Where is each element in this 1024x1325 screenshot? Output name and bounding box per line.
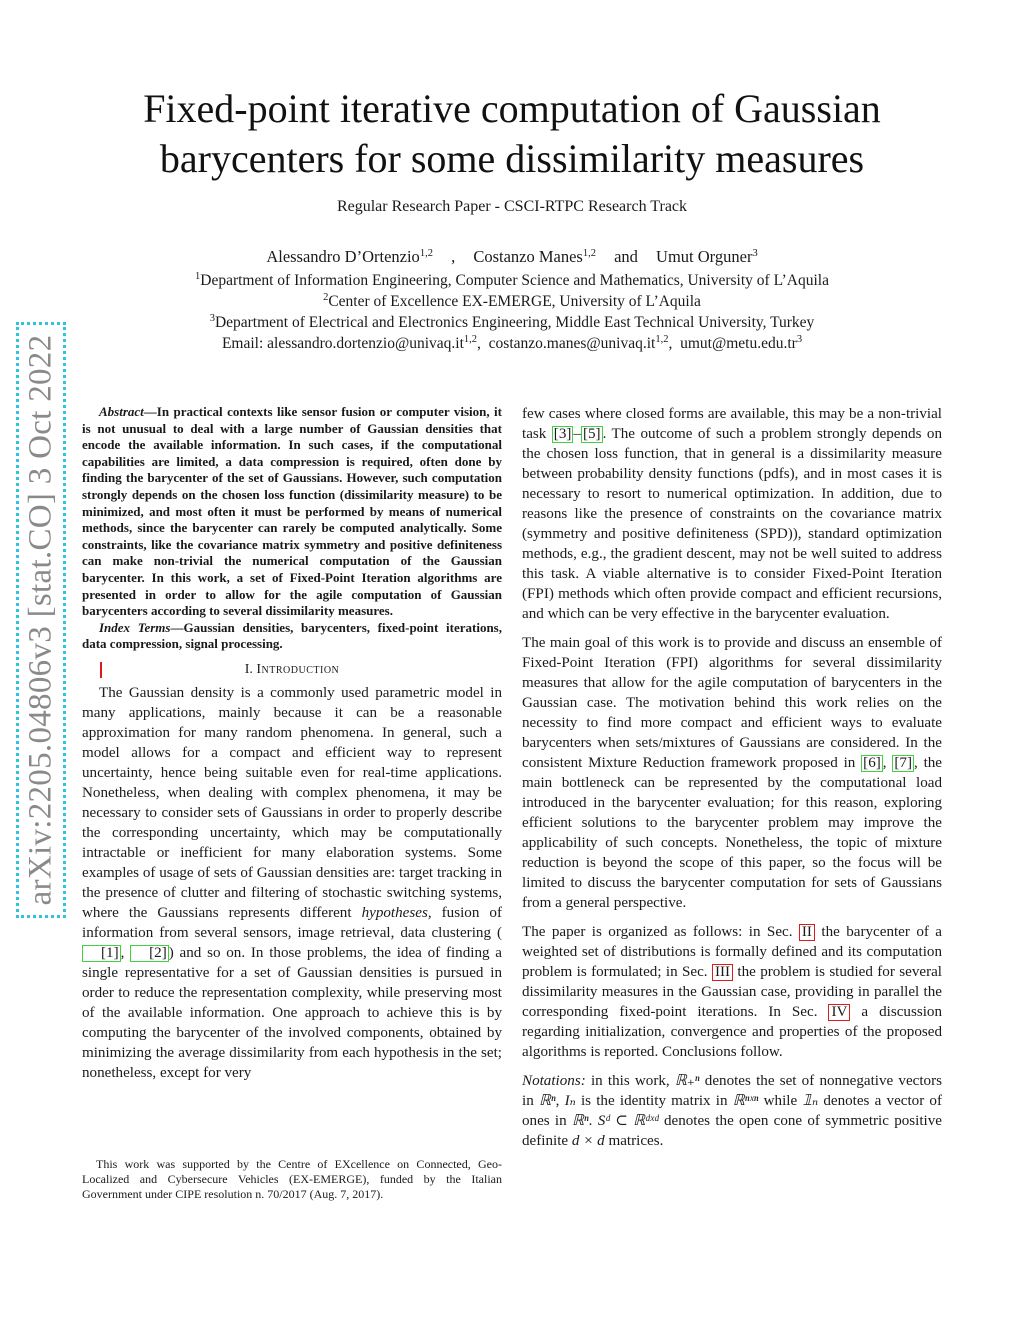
body-paragraph — [522, 922, 942, 1062]
citation-link[interactable]: [5] — [582, 426, 601, 442]
title-line-1: Fixed-point iterative computation of Gaussian — [143, 86, 881, 131]
bookmark-marker — [100, 662, 102, 678]
email-address[interactable]: alessandro.dortenzio@univaq.it — [267, 335, 464, 352]
paper-title — [100, 84, 924, 184]
text-run: The paper is organized as follows: in Sec. — [522, 924, 799, 940]
affiliation-line — [60, 312, 964, 333]
author-affil-sup: 1,2 — [419, 248, 433, 259]
affiliation-text: Center of Excellence EX-EMERGE, University of L’Aquila — [328, 293, 701, 310]
section-ref-link[interactable]: II — [799, 924, 815, 941]
citation-link[interactable]: [7] — [894, 755, 912, 771]
text-run: . The outcome of such a problem strongly depends on the chosen loss function, that in general is a dissimilarity measure between probability density functions (pdfs), and in most cases it is necessary to resort to numerical optimization. In addition, due to reasons like the presence of constraints on the covariance matrix (symmetry and positive definiteness (SPD)), standard optimization methods, e.g., the gradient descent, may not be well suited to address this task. A viable alternative is to consider Fixed-Point Iteration (FPI) methods which often provide compact and efficient recursions, and which can be very effective in the barycenter evaluation. — [522, 426, 943, 622]
left-column — [82, 404, 502, 1083]
text-run: is the identity matrix in — [575, 1093, 733, 1109]
text-run: , the main bottleneck can be represented by the computational load introduced in the barycenter evaluation; for this reason, exploring efficient solutions to the barycenter problem may improve the applicability of such concepts. Nonetheless, the topic of mixture reduction is beyond the scope of this paper, so the focus will be limited to discuss the barycenter computation for sets of Gaussians from a general perspective. — [522, 755, 943, 911]
text-run: ) and so on. In those problems, the idea of finding a single representative for a set of Gaussian densities is pursued in order to reduce the representation complexity, while preserving most of the available information. One approach to achieve this is by computing the barycenter of the involved components, obtained by minimizing the average dissimilarity from each hypothesis in the set; nonetheless, except for very — [82, 944, 502, 1081]
index-terms-label: Index Terms — [99, 619, 171, 635]
math-symbol: 𝟙ₙ — [802, 1093, 819, 1109]
email-sup: 1,2 — [655, 334, 669, 345]
section-ref-link[interactable]: III — [712, 964, 733, 981]
text-run: while — [758, 1093, 803, 1109]
affiliation-sup: 1 — [195, 271, 201, 282]
affiliation-sup: 3 — [209, 313, 215, 324]
abstract — [82, 404, 502, 620]
paper-track: Regular Research Paper - CSCI-RTPC Research Track — [336, 198, 688, 215]
notations-paragraph — [522, 1071, 942, 1151]
section-title: Introduction — [256, 661, 340, 677]
section-heading — [82, 659, 502, 681]
affiliation-line — [60, 291, 964, 312]
index-terms — [82, 620, 502, 653]
citation-link[interactable]: [3] — [553, 426, 572, 442]
author-name: Costanzo Manes — [473, 247, 583, 266]
text-run: few cases where closed forms are available, this may be a non-trivial task — [522, 406, 942, 442]
abstract-label: Abstract — [99, 404, 144, 419]
citation-link[interactable]: [1] — [82, 945, 121, 962]
emphasis: hypotheses — [361, 904, 428, 921]
text-run: , fusion of information from several sensors, image retrieval, data clustering ( — [82, 904, 502, 941]
author-separator: and — [614, 247, 638, 266]
citation-link[interactable]: [6] — [863, 755, 881, 771]
notations-label: Notations: — [522, 1073, 586, 1089]
text-run: . — [588, 1113, 598, 1129]
email-sup: 3 — [796, 334, 803, 345]
text-run: – — [573, 426, 581, 442]
title-line-2: barycenters for some dissimilarity measures — [159, 136, 865, 181]
right-column — [522, 404, 942, 1160]
text-run: The Gaussian density is a commonly used parametric model in many applications, mainly because it can be a reasonable approximation for many random phenomena. In general, such a model allows for a compact and efficient way to represent uncertainty, hence being suitable even for real-time applications. Nonetheless, when dealing with complex phenomena, it may be necessary to consider sets of Gaussians in order to properly describe the corresponding uncertainty, which may be computationally intractable or inefficient for many elaboration systems. Some examples of usage of sets of Gaussian densities are: target tracking in the presence of clutter and filtering of stochastic switching systems, where the Gaussians represents different — [82, 684, 502, 921]
math-symbol: Iₙ — [564, 1093, 576, 1109]
email-line: Email: alessandro.dortenzio@univaq.it$^{1,2}$, costanzo.manes@univaq.it$^{1,2}$, $umut@metu.edu.tr^3$ — [221, 334, 803, 352]
funding-footnote: This work was supported by the Centre of EXcellence on Connected, Geo-Localized and Cybersecure Vehicles (EX-EMERGE), funded by the Italian Government under CIPE resolution n. 70/2017 (Aug. 7, 2017). — [82, 1157, 502, 1201]
text-run: the problem is studied for several dissimilarity measures in the Gaussian case, providing in parallel the corresponding fixed-point iterations. In Sec. — [522, 964, 942, 1020]
text-run: matrices. — [604, 1133, 664, 1149]
section-ref-link[interactable]: IV — [828, 1004, 850, 1021]
text-run: denotes a vector of ones in — [522, 1093, 942, 1129]
section-number: I. — [244, 661, 253, 677]
text-run: , — [882, 755, 893, 771]
text-run: , — [120, 944, 131, 961]
author-list — [100, 247, 924, 267]
affiliation-list — [60, 270, 964, 354]
author-affil-sup: 3 — [752, 248, 758, 259]
math-symbol: Sᵈ ⊂ ℝᵈˣᵈ — [597, 1113, 659, 1129]
author-affil-sup: 1,2 — [582, 248, 596, 259]
text-run: in this work, — [585, 1073, 675, 1089]
text-run: denotes the open cone of symmetric positive definite — [522, 1113, 942, 1149]
author-name: Umut Orguner — [656, 247, 753, 266]
affiliation-text: Department of Information Engineering, Computer Science and Mathematics, University of L’Aquila — [200, 272, 829, 289]
index-terms-text: —Gaussian densities, barycenters, fixed-point iterations, data compression, signal processing. — [82, 619, 502, 652]
text-run: , — [555, 1093, 565, 1109]
body-paragraph — [522, 633, 942, 913]
affiliation-sup: 2 — [323, 292, 329, 303]
citation-link[interactable]: [2] — [130, 945, 169, 962]
abstract-text: —In practical contexts like sensor fusion or computer vision, it is not unusual to deal with a large number of Gaussian densities that encode the available information. In such cases, if the computational capabilities are limited, a data compression is required, often done by finding the barycenter of the set of Gaussians. However, such computation strongly depends on the chosen loss function (dissimilarity measure) to be minimized, and most often it must be performed by means of numerical methods, since the barycenter can rarely be computed analytically. Some constraints, like the covariance matrix symmetry and positive definiteness can make non-trivial the numerical computation of the Gaussian barycenter. In this work, a set of Fixed-Point Iteration algorithms are presented in order to allow for the agile computation of Gaussian barycenters according to several dissimilarity measures. — [82, 404, 502, 619]
text-run: denotes the set of nonnegative vectors in — [522, 1073, 942, 1109]
arxiv-identifier: arXiv:2205.04806v3 [stat.CO] 3 Oct 2022 — [22, 334, 59, 906]
email-address[interactable]: costanzo.manes@univaq.it — [488, 335, 656, 352]
author-separator: , — [451, 247, 456, 266]
affiliation-text: Department of Electrical and Electronics Engineering, Middle East Technical University, Turkey — [214, 314, 815, 331]
email-label: Email: — [221, 335, 264, 352]
affiliation-line — [60, 270, 964, 291]
email-address[interactable]: umut@metu.edu.tr — [680, 335, 797, 352]
email-sup: 1,2 — [463, 334, 478, 345]
arxiv-side-stamp — [16, 322, 66, 918]
math-symbol: ℝⁿ — [571, 1113, 589, 1129]
text-run: the barycenter of a weighted set of distributions is formally defined and its computation problem is formulated; in Sec. — [522, 924, 942, 980]
math-symbol: d × d — [571, 1133, 605, 1149]
math-symbol: ℝ₊ⁿ — [674, 1073, 700, 1089]
author-name: Alessandro D’Ortenzio — [266, 247, 420, 266]
math-symbol: ℝⁿ — [538, 1093, 556, 1109]
math-symbol: ℝⁿˣⁿ — [732, 1093, 759, 1109]
intro-paragraph — [82, 683, 502, 1083]
body-paragraph — [522, 404, 942, 624]
text-run: The main goal of this work is to provide and discuss an ensemble of Fixed-Point Iteration (FPI) algorithms for several dissimilarity measures that allow for the agile computation of barycenters in the Gaussian case. The motivation behind this work relies on the necessity to find more compact and efficient ways to evaluate barycenters when sets/mixtures of Gaussians are considered. In the consistent Mixture Reduction framework proposed in — [522, 635, 942, 771]
text-run: a discussion regarding initialization, convergence and properties of the proposed algorithms is reported. Conclusions follow. — [522, 1004, 942, 1060]
